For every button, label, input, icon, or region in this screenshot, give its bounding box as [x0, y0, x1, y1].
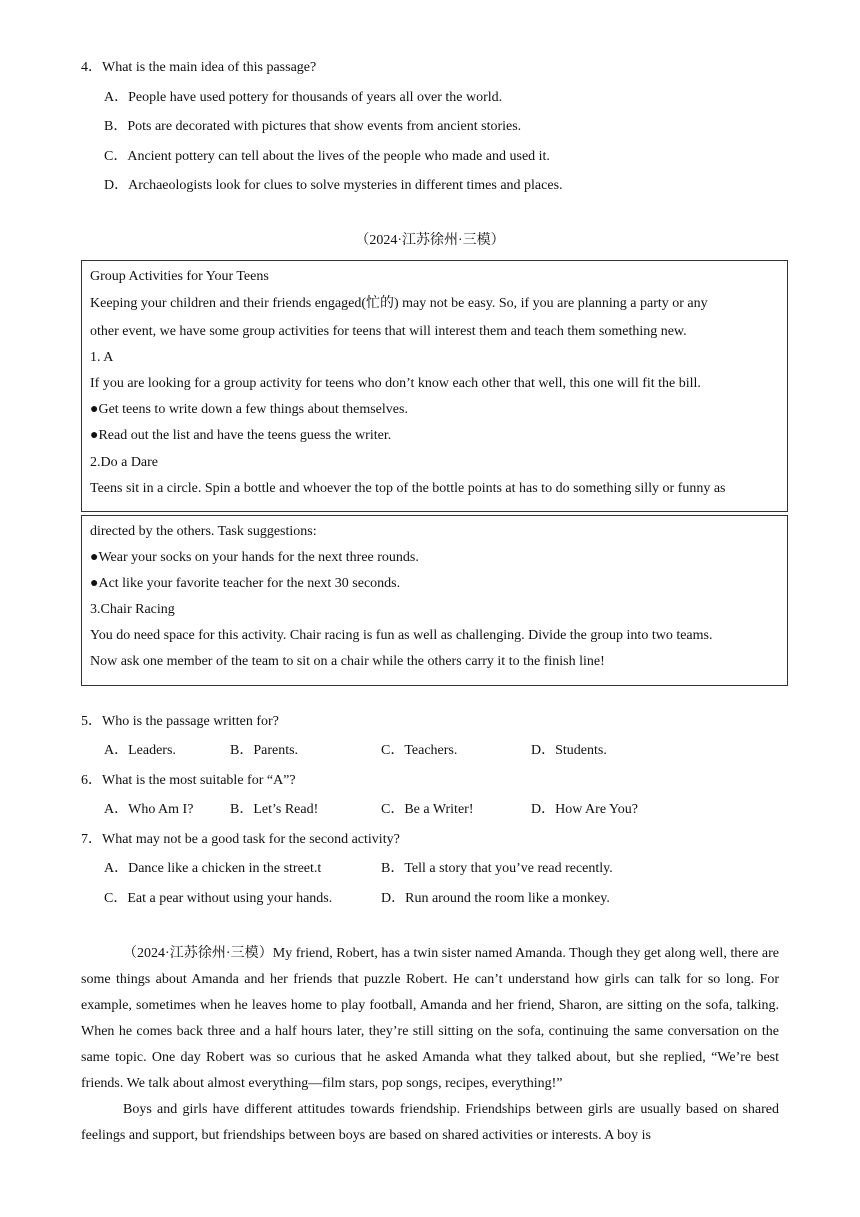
box2-line: Now ask one member of the team to sit on a chair while the others carry it to the finish line!: [90, 654, 605, 669]
q6-option-d: D．How Are You?: [531, 802, 638, 817]
box1-line: Teens sit in a circle. Spin a bottle and whoever the top of the bottle points at has to do something silly or funny as: [90, 481, 726, 496]
passage-paragraph-1: （2024·江苏徐州·三模）My friend, Robert, has a twin sister named Amanda. Though they get along well, there are some things about Amanda and her friends that puzzle Robert. He can’t understand how girls can talk for so long. For example, sometimes when he leaves home to play football, Amanda and her friend, Sharon, are sitting on the sofa, talking. When he comes back three and a half hours later, they’re still sitting on the sofa, continuing the same conversation on the same topic. One day Robert was so curious that he asked Amanda what they talked about, but she replied, “We’re best friends. We talk about almost everything—film stars, pop songs, recipes, everything!”: [81, 946, 779, 1091]
box1-line: Keeping your children and their friends engaged(忙的) may not be easy. So, if you are planning a party or any: [90, 296, 708, 311]
q6-option-b: B．Let’s Read!: [230, 802, 319, 817]
section-source-label: （2024·江苏徐州·三模）: [355, 233, 505, 248]
q4-option-d: D．Archaeologists look for clues to solve mysteries in different times and places.: [104, 178, 563, 193]
q4-option-b: B．Pots are decorated with pictures that show events from ancient stories.: [104, 119, 522, 134]
q6-option-c: C．Be a Writer!: [381, 802, 474, 817]
q5-option-d: D．Students.: [531, 743, 607, 758]
question-6-stem: 6．What is the most suitable for “A”?: [81, 773, 296, 788]
q7-option-c: C．Eat a pear without using your hands.: [104, 891, 333, 906]
box2-line: You do need space for this activity. Chair racing is fun as well as challenging. Divide the group into two teams.: [90, 628, 713, 643]
box1-bullet: ●Read out the list and have the teens guess the writer.: [90, 428, 392, 443]
box1-bullet: ●Get teens to write down a few things about themselves.: [90, 402, 408, 417]
box2-bullet: ●Wear your socks on your hands for the next three rounds.: [90, 550, 419, 565]
box1-heading-1: 1. A: [90, 350, 114, 365]
box2-heading-3: 3.Chair Racing: [90, 602, 175, 617]
q4-option-c: C．Ancient pottery can tell about the lives of the people who made and used it.: [104, 149, 550, 164]
box1-line: If you are looking for a group activity for teens who don’t know each other that well, this one will fit the bill.: [90, 376, 701, 391]
q5-option-c: C．Teachers.: [381, 743, 458, 758]
q7-option-b: B．Tell a story that you’ve read recently.: [381, 861, 613, 876]
passage-box-2: [81, 515, 788, 686]
box2-bullet: ●Act like your favorite teacher for the next 30 seconds.: [90, 576, 401, 591]
q7-option-a: A．Dance like a chicken in the street.t: [104, 861, 322, 876]
box1-title: Group Activities for Your Teens: [90, 269, 269, 284]
q6-option-a: A．Who Am I?: [104, 802, 194, 817]
question-7-stem: 7．What may not be a good task for the second activity?: [81, 832, 400, 847]
q5-option-b: B．Parents.: [230, 743, 299, 758]
passage-paragraph-2: Boys and girls have different attitudes towards friendship. Friendships between girls are usually based on shared feelings and support, but friendships between boys are based on shared activities or interests. A boy is: [81, 1102, 779, 1143]
reading-passage: [81, 941, 779, 1149]
passage-box-1: [81, 260, 788, 512]
q4-option-a: A．People have used pottery for thousands of years all over the world.: [104, 90, 503, 105]
box1-heading-2: 2.Do a Dare: [90, 455, 159, 470]
box1-line: other event, we have some group activities for teens that will interest them and teach them something new.: [90, 324, 687, 339]
question-5-stem: 5．Who is the passage written for?: [81, 714, 279, 729]
question-4-stem: 4．What is the main idea of this passage?: [81, 60, 317, 75]
box2-line: directed by the others. Task suggestions:: [90, 524, 317, 539]
q5-option-a: A．Leaders.: [104, 743, 176, 758]
q7-option-d: D．Run around the room like a monkey.: [381, 891, 610, 906]
